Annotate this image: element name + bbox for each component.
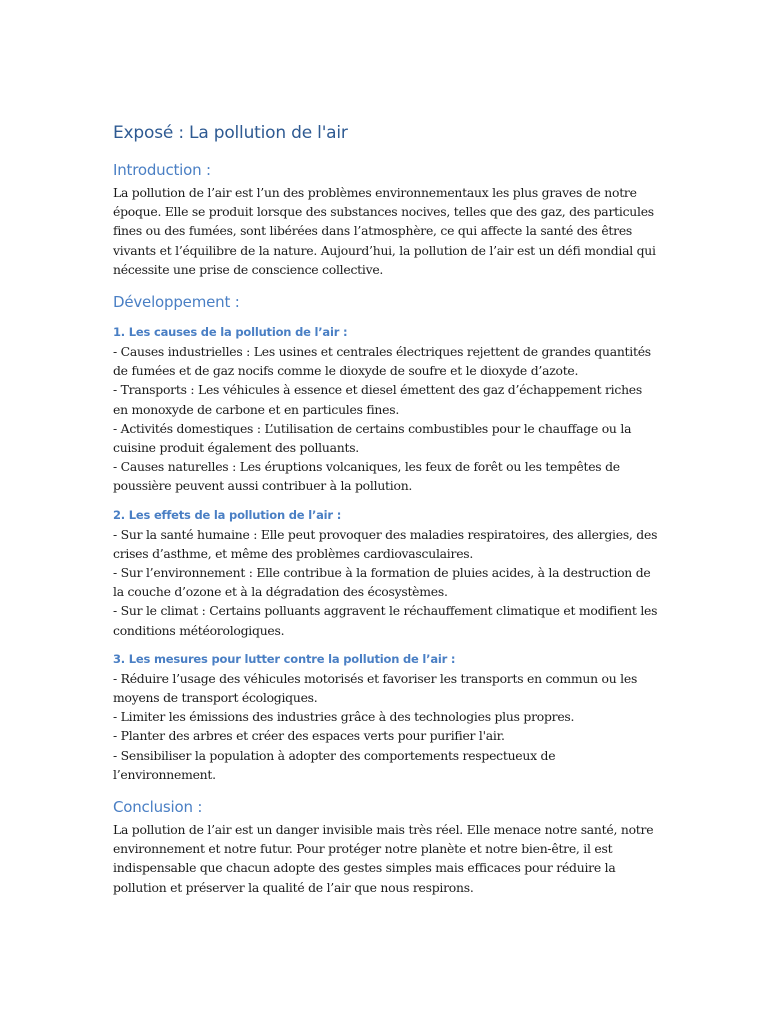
effects-heading: 2. Les effets de la pollution de l’air : xyxy=(113,507,342,522)
spacer xyxy=(113,784,658,798)
development-section xyxy=(113,293,658,784)
list-item: - Sur le climat : Certains polluants aggravent le réchauffement climatique et modifient les conditions météorologiques. xyxy=(113,603,658,638)
document-title: Exposé : La pollution de l'air xyxy=(113,123,348,143)
development-heading: Développement : xyxy=(113,293,240,312)
spacer xyxy=(113,640,658,652)
spacer xyxy=(113,279,658,293)
list-item: - Causes naturelles : Les éruptions volcaniques, les feux de forêt ou les tempêtes de poussière peuvent aussi contribuer à la pollution. xyxy=(113,459,620,494)
causes-heading: 1. Les causes de la pollution de l’air : xyxy=(113,325,348,340)
introduction-text: La pollution de l’air est l’un des problèmes environnementaux les plus graves de notre époque. Elle se produit lorsque des substances nocives, telles que des gaz, des particules fines ou des fumées, sont libérées dans l’atmosphère, ce qui affecte la santé des êtres vivants et l’équilibre de la nature. Aujourd’hui, la pollution de l’air est un défi mondial qui nécessite une prise de conscience collective. xyxy=(113,185,656,277)
list-item: - Transports : Les véhicules à essence et diesel émettent des gaz d’échappement riches en monoxyde de carbone et en particules fines. xyxy=(113,382,642,417)
causes-subsection xyxy=(113,325,658,496)
list-item: - Limiter les émissions des industries grâce à des technologies plus propres. xyxy=(113,709,575,725)
list-item: - Planter des arbres et créer des espaces verts pour purifier l'air. xyxy=(113,728,505,744)
list-item: - Sur la santé humaine : Elle peut provoquer des maladies respiratoires, des allergies, des crises d’asthme, et même des problèmes cardiovasculaires. xyxy=(113,526,658,561)
conclusion-text: La pollution de l’air est un danger invisible mais très réel. Elle menace notre santé, notre environnement et notre futur. Pour protéger notre planète et notre bien-être, il est indispensable que chacun adopte des gestes simples mais efficaces pour réduire la pollution et préserver la qualité de l’air que nous respirons. xyxy=(113,822,654,895)
conclusion-heading: Conclusion : xyxy=(113,798,203,817)
effects-subsection xyxy=(113,508,658,640)
list-item: - Sur l’environnement : Elle contribue à la formation de pluies acides, à la destruction de la couche d’ozone et à la dégradation des écosystèmes. xyxy=(113,565,651,600)
list-item: - Sensibiliser la population à adopter des comportements respectueux de l’environnement. xyxy=(113,747,556,782)
list-item: - Activités domestiques : L’utilisation de certains combustibles pour le chauffage ou la cuisine produit également des polluants. xyxy=(113,420,632,456)
list-item: - Causes industrielles : Les usines et centrales électriques rejettent de grandes quantités de fumées et de gaz nocifs comme le dioxyde de soufre et le dioxyde d’azote. xyxy=(113,344,651,379)
measures-heading: 3. Les mesures pour lutter contre la pollution de l’air : xyxy=(113,651,456,666)
spacer xyxy=(113,496,658,508)
introduction-section xyxy=(113,161,658,279)
measures-subsection xyxy=(113,652,658,784)
introduction-heading: Introduction : xyxy=(113,161,211,179)
conclusion-section xyxy=(113,798,658,897)
list-item: - Réduire l’usage des véhicules motorisés et favoriser les transports en commun ou les moyens de transport écologiques. xyxy=(113,670,638,706)
